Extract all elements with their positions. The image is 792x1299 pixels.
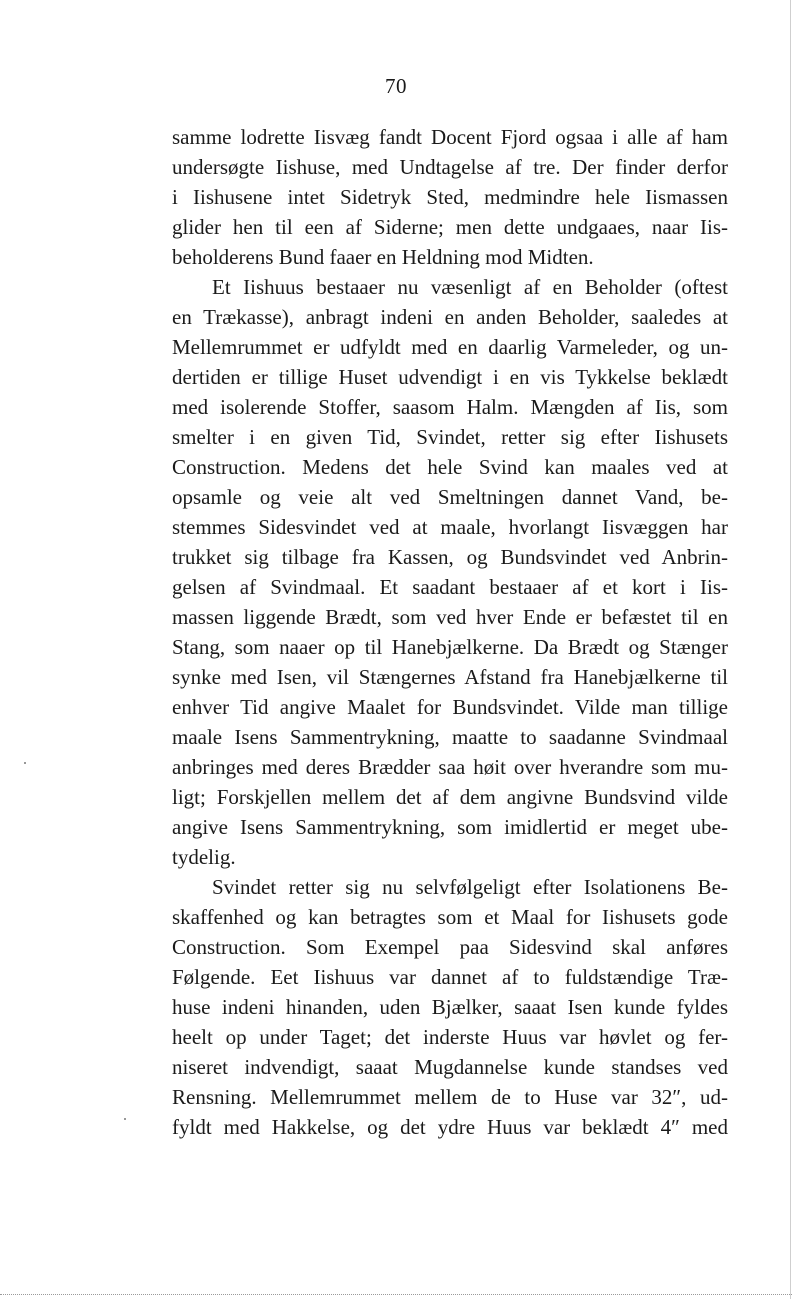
scan-speck xyxy=(24,762,26,764)
text-line: fyldt med Hakkelse, og det ydre Huus var beklædt 4″ med xyxy=(172,1115,728,1139)
text-line: en Trækasse), anbragt indeni en anden Beholder, saaledes at xyxy=(172,305,728,329)
text-line: Svindet retter sig nu selvfølgeligt efter Isolationens Be- xyxy=(212,875,728,899)
text-line: Stang, som naaer op til Hanebjælkerne. Da Brædt og Stænger xyxy=(172,635,728,659)
text-line: gelsen af Svindmaal. Et saadant bestaaer af et kort i Iis- xyxy=(172,575,728,599)
text-line: i Iishusene intet Sidetryk Sted, medmindre hele Iismassen xyxy=(172,185,728,209)
text-line: heelt op under Taget; det inderste Huus var høvlet og fer- xyxy=(172,1025,728,1049)
scan-bottom-edge xyxy=(0,1294,792,1295)
text-line: Construction. Medens det hele Svind kan maales ved at xyxy=(172,455,728,479)
text-line: undersøgte Iishuse, med Undtagelse af tre. Der finder derfor xyxy=(172,155,728,179)
text-line: Mellemrummet er udfyldt med en daarlig Varmeleder, og un- xyxy=(172,335,728,359)
text-line: dertiden er tillige Huset udvendigt i en vis Tykkelse beklædt xyxy=(172,365,728,389)
text-line: med isolerende Stoffer, saasom Halm. Mængden af Iis, som xyxy=(172,395,728,419)
text-line: angive Isens Sammentrykning, som imidlertid er meget ube- xyxy=(172,815,728,839)
text-line: maale Isens Sammentrykning, maatte to saadanne Svindmaal xyxy=(172,725,728,749)
scan-speck xyxy=(124,1118,126,1120)
text-line: opsamle og veie alt ved Smeltningen dannet Vand, be- xyxy=(172,485,728,509)
text-line: niseret indvendigt, saaat Mugdannelse kunde standses ved xyxy=(172,1055,728,1079)
text-line: glider hen til een af Siderne; men dette undgaaes, naar Iis- xyxy=(172,215,728,239)
text-line: tydelig. xyxy=(172,845,236,869)
text-line: synke med Isen, vil Stængernes Afstand fra Hanebjælkerne til xyxy=(172,665,728,689)
text-line: trukket sig tilbage fra Kassen, og Bundsvindet ved Anbrin- xyxy=(172,545,728,569)
text-line: skaffenhed og kan betragtes som et Maal for Iishusets gode xyxy=(172,905,728,929)
page-number: 70 xyxy=(385,74,407,98)
text-line: stemmes Sidesvindet ved at maale, hvorlangt Iisvæggen har xyxy=(172,515,728,539)
text-line: samme lodrette Iisvæg fandt Docent Fjord ogsaa i alle af ham xyxy=(172,125,728,149)
text-line: anbringes med deres Brædder saa høit over hverandre som mu- xyxy=(172,755,728,779)
text-line: Rensning. Mellemrummet mellem de to Huse var 32″, ud- xyxy=(172,1085,728,1109)
text-line: huse indeni hinanden, uden Bjælker, saaat Isen kunde fyldes xyxy=(172,995,728,1019)
body-text xyxy=(172,122,728,1142)
text-line: ligt; Forskjellen mellem det af dem angivne Bundsvind vilde xyxy=(172,785,728,809)
text-line: Construction. Som Exempel paa Sidesvind skal anføres xyxy=(172,935,728,959)
text-line: enhver Tid angive Maalet for Bundsvindet. Vilde man tillige xyxy=(172,695,728,719)
text-line: massen liggende Brædt, som ved hver Ende er befæstet til en xyxy=(172,605,728,629)
text-line: Et Iishuus bestaaer nu væsenligt af en Beholder (oftest xyxy=(212,275,728,299)
text-line: smelter i en given Tid, Svindet, retter sig efter Iishusets xyxy=(172,425,728,449)
text-line: beholderens Bund faaer en Heldning mod Midten. xyxy=(172,245,594,269)
text-line: Følgende. Eet Iishuus var dannet af to fuldstændige Træ- xyxy=(172,965,728,989)
page-edge xyxy=(790,0,791,1299)
